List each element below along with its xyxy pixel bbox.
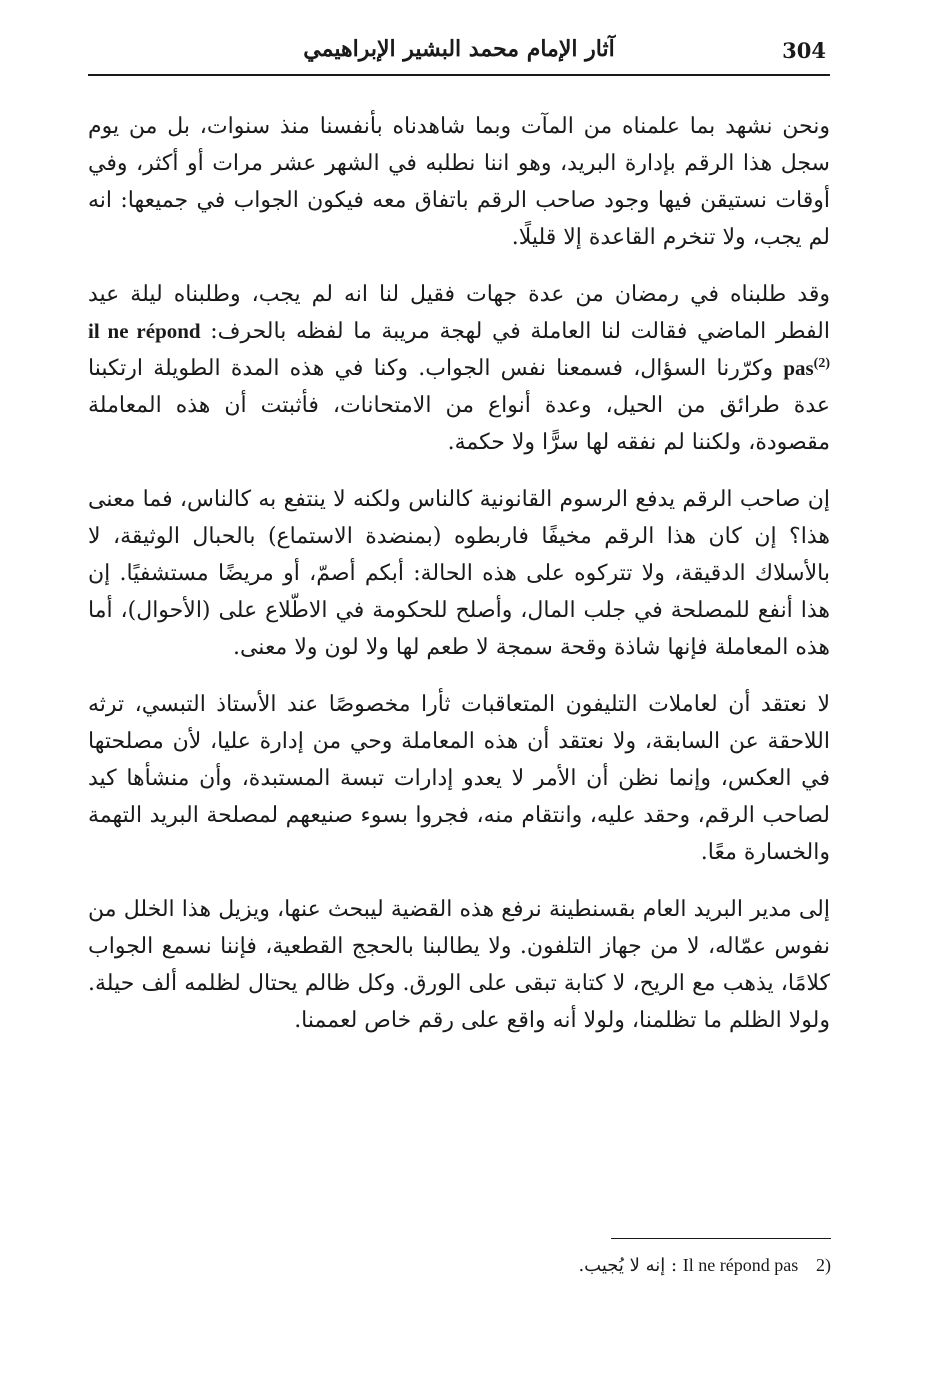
running-title: آثار الإمام محمد البشير الإبراهيمي (303, 36, 615, 62)
footnote-french: Il ne répond pas (682, 1255, 799, 1275)
footnote-divider (611, 1238, 831, 1239)
footnote-translation: : إنه لا يُجيب. (578, 1255, 678, 1276)
footnote (331, 1250, 831, 1281)
page-number: 304 (782, 38, 826, 63)
footnote-reference: (2) (813, 356, 830, 371)
page-header (88, 34, 830, 76)
french-quote-text: il ne répond pas (88, 319, 814, 380)
paragraph-4: لا نعتقد أن لعاملات التليفون المتعاقبات ثأرا مخصوصًا عند الأستاذ التبسي، ترثه اللاحقة عن السابقة، ولا نعتقد أن هذه المعاملة وحي من إدارة عليا، لأن مصلحتها في العكس، وإنما نظن أن الأمر لا يعدو إدارات تبسة المستبدة، وأن منشأها كيد لصاحب الرقم، وحقد عليه، وانتقام منه، فجروا بسوء صنيعهم لمصلحة البريد التهمة والخسارة معًا. (88, 692, 830, 865)
paragraph-2 (88, 276, 830, 461)
paragraph-1: ونحن نشهد بما علمناه من المآت وبما شاهدناه بأنفسنا منذ سنوات، بل من يوم سجل هذا الرقم بإدارة البريد، وهو اننا نطلبه في الشهر عشر مرات أو أكثر، وفي أوقات نستيقن فيها وجود صاحب الرقم باتفاق معه فيكون الجواب في جميعها: انه لم يجب، ولا تنخرم القاعدة إلا قليلًا. (88, 114, 830, 250)
paragraph-5: إلى مدير البريد العام بقسنطينة نرفع هذه القضية ليبحث عنها، ويزيل هذا الخلل من نفوس عمّاله، لا من جهاز التلفون. ولا يطالبنا بالحجج القطعية، فإننا نسمع الجواب كلامًا، يذهب مع الريح، لا كتابة تبقى على الورق. وكل ظالم يحتال لظلمه ألف حيلة. ولولا الظلم ما تظلمنا، ولولا أنه واقع على رقم خاص لعممنا. (88, 897, 830, 1033)
paragraph-2-before: وقد طلبناه في رمضان من عدة جهات فقيل لنا انه لم يجب، وطلبناه ليلة عيد الفطر الماضي فقالت لنا العاملة في لهجة مريبة ما لفظه بالحرف: (88, 282, 830, 344)
footnote-number: 2) (816, 1255, 831, 1275)
paragraph-3: إن صاحب الرقم يدفع الرسوم القانونية كالناس ولكنه لا ينتفع به كالناس، فما معنى هذا؟ إن كان هذا الرقم مخيفًا فاربطوه (بمنضدة الاستماع) بالحبال الوثيقة، لا بالأسلاك الدقيقة، ولا تتركوه على هذه الحالة: أبكم أصمّ، أو مريضًا مستشفيًا. إن هذا أنفع للمصلحة في جلب المال، وأصلح للحكومة في الاطّلاع على (الأحوال)، أما هذه المعاملة فإنها شاذة وقحة سمجة لا طعم لها ولا لون ولا معنى. (88, 487, 830, 660)
body-text (88, 108, 830, 1059)
paragraph-2-after: وكرّرنا السؤال، فسمعنا نفس الجواب. وكنا في هذه المدة الطويلة ارتكبنا عدة طرائق من الحيل، وعدة أنواع من الامتحانات، فأثبتت أن هذه المعاملة مقصودة، ولكننا لم نفقه لها سرًّا ولا حكمة. (88, 356, 830, 455)
